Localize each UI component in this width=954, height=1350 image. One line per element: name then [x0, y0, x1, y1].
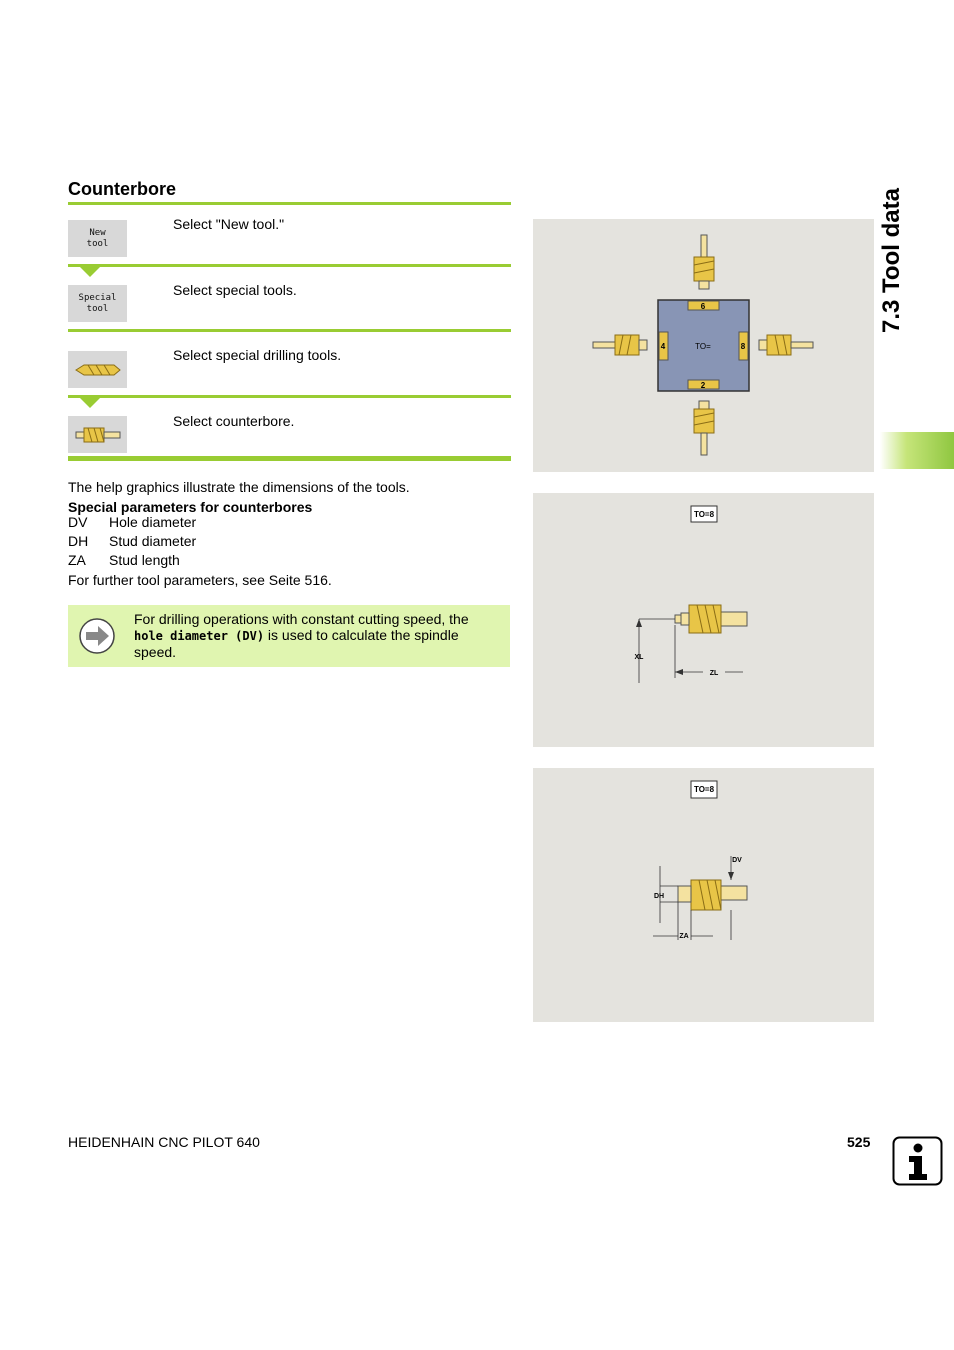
page-number: 525 — [847, 1134, 871, 1150]
step-divider — [68, 329, 511, 332]
note-code: hole diameter (DV) — [134, 629, 265, 643]
param-desc: Stud diameter — [109, 533, 197, 549]
note-text-before: For drilling operations with constant cutting speed, the — [134, 611, 469, 627]
step-text-new-tool: Select "New tool." — [173, 216, 285, 232]
step-text-drilling-tools: Select special drilling tools. — [173, 347, 342, 363]
counterbore-softkey[interactable] — [68, 416, 127, 453]
turret-label-left: 4 — [660, 342, 666, 351]
note-text-after: is used to calculate the spindle speed. — [134, 627, 459, 660]
section-title: Counterbore — [68, 179, 176, 199]
param-desc: Hole diameter — [109, 514, 197, 530]
params-heading: Special parameters for counterbores — [68, 499, 313, 515]
to-label: TO=8 — [693, 510, 715, 519]
drilling-tools-softkey[interactable] — [68, 351, 127, 388]
to-label: TO=8 — [693, 785, 715, 794]
step-divider — [68, 395, 511, 398]
info-icon[interactable] — [892, 1136, 943, 1186]
turret-label-bottom: 2 — [700, 381, 706, 390]
xl-label: XL — [634, 654, 644, 661]
counterbore-icon — [72, 423, 124, 447]
special-tool-softkey[interactable]: Special tool — [68, 285, 127, 322]
steps-end-rule — [68, 456, 511, 461]
drill-icon — [72, 359, 124, 381]
zl-label: ZL — [709, 670, 719, 677]
arrow-right-icon — [79, 618, 115, 654]
note-text — [134, 611, 494, 660]
counterbore-diameter-figure — [533, 768, 874, 1022]
intro-text: The help graphics illustrate the dimensions of the tools. — [68, 479, 410, 495]
za-label: ZA — [679, 933, 689, 940]
turret-label-right: 8 — [740, 342, 746, 351]
param-code: DH — [68, 533, 89, 549]
param-desc: Stud length — [109, 552, 180, 568]
step-divider — [68, 264, 511, 267]
turret-positions-figure — [533, 219, 874, 472]
new-tool-softkey[interactable]: New tool — [68, 220, 127, 257]
step-text-counterbore: Select counterbore. — [173, 413, 295, 429]
note-box — [68, 605, 510, 667]
param-code: ZA — [68, 552, 86, 568]
footer-product-name: HEIDENHAIN CNC PILOT 640 — [68, 1134, 260, 1150]
param-code: DV — [68, 514, 88, 530]
further-params-text: For further tool parameters, see Seite 516. — [68, 572, 332, 588]
turret-center-label: TO= — [695, 342, 711, 351]
step-arrow-icon — [80, 267, 100, 277]
chapter-label: 7.3 Tool data — [878, 188, 905, 333]
chapter-tab-marker — [880, 432, 954, 469]
step-text-special-tools: Select special tools. — [173, 282, 297, 298]
step-arrow-icon — [80, 398, 100, 408]
dv-label: DV — [732, 857, 742, 864]
counterbore-length-figure — [533, 493, 874, 747]
dh-label: DH — [653, 893, 665, 900]
step-divider — [68, 202, 511, 205]
turret-label-top: 6 — [700, 302, 706, 311]
